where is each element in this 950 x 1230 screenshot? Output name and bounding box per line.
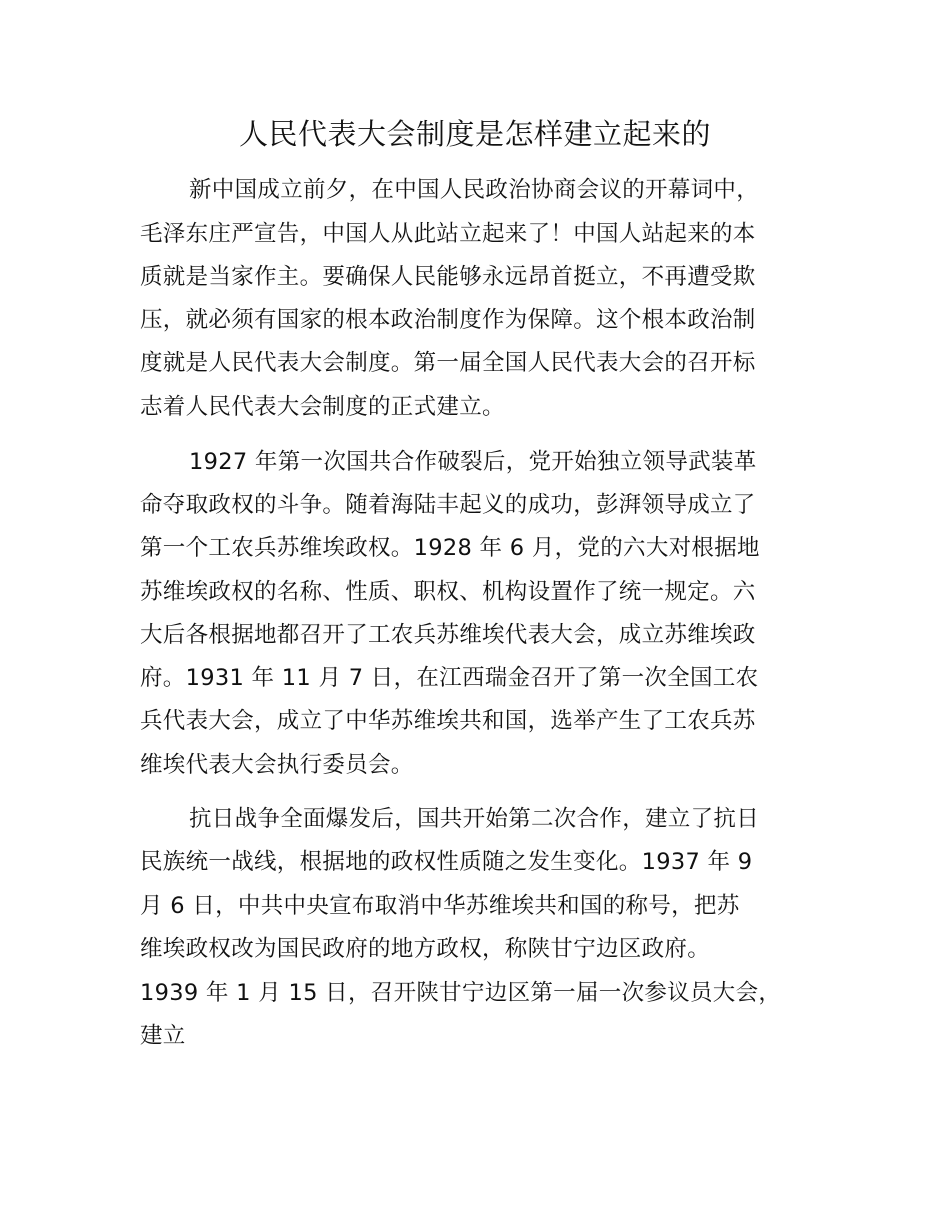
paragraph-line: 大后各根据地都召开了工农兵苏维埃代表大会，成立苏维埃政: [140, 622, 756, 648]
paragraph-line: 命夺取政权的斗争。随着海陆丰起义的成功，彭湃领导成立了: [140, 492, 756, 518]
paragraph-line: 建立: [140, 1023, 186, 1049]
paragraph-line: 府。1931 年 11 月 7 日，在江西瑞金召开了第一次全国工农: [140, 665, 759, 691]
paragraph-line: 1939 年 1 月 15 日，召开陕甘宁边区第一届一次参议员大会，: [140, 980, 782, 1006]
paragraph-line: 维埃政权改为国民政府的地方政权，称陕甘宁边区政府。: [140, 936, 711, 962]
paragraph-line: 抗日战争全面爆发后，国共开始第二次合作，建立了抗日: [189, 806, 760, 832]
paragraph-line: 新中国成立前夕，在中国人民政治协商会议的开幕词中，: [189, 177, 760, 203]
paragraph-line: 压，就必须有国家的根本政治制度作为保障。这个根本政治制: [140, 307, 756, 333]
paragraph-line: 维埃代表大会执行委员会。: [140, 752, 414, 778]
paragraph-line: 志着人民代表大会制度的正式建立。: [140, 394, 505, 420]
document-title: 人民代表大会制度是怎样建立起来的: [238, 117, 711, 151]
paragraph-line: 第一个工农兵苏维埃政权。1928 年 6 月，党的六大对根据地: [140, 535, 760, 561]
paragraph-line: 1927 年第一次国共合作破裂后，党开始独立领导武装革: [189, 449, 757, 475]
paragraph-line: 月 6 日，中共中央宣布取消中华苏维埃共和国的称号，把苏: [140, 893, 740, 919]
paragraph-line: 民族统一战线，根据地的政权性质随之发生变化。1937 年 9: [140, 849, 753, 875]
paragraph-line: 兵代表大会，成立了中华苏维埃共和国，选举产生了工农兵苏: [140, 708, 756, 734]
paragraph-line: 质就是当家作主。要确保人民能够永远昂首挺立，不再遭受欺: [140, 264, 756, 290]
paragraph-line: 苏维埃政权的名称、性质、职权、机构设置作了统一规定。六: [140, 579, 756, 605]
paragraph-line: 度就是人民代表大会制度。第一届全国人民代表大会的召开标: [140, 350, 756, 376]
paragraph-line: 毛泽东庄严宣告，中国人从此站立起来了！中国人站起来的本: [140, 221, 756, 247]
